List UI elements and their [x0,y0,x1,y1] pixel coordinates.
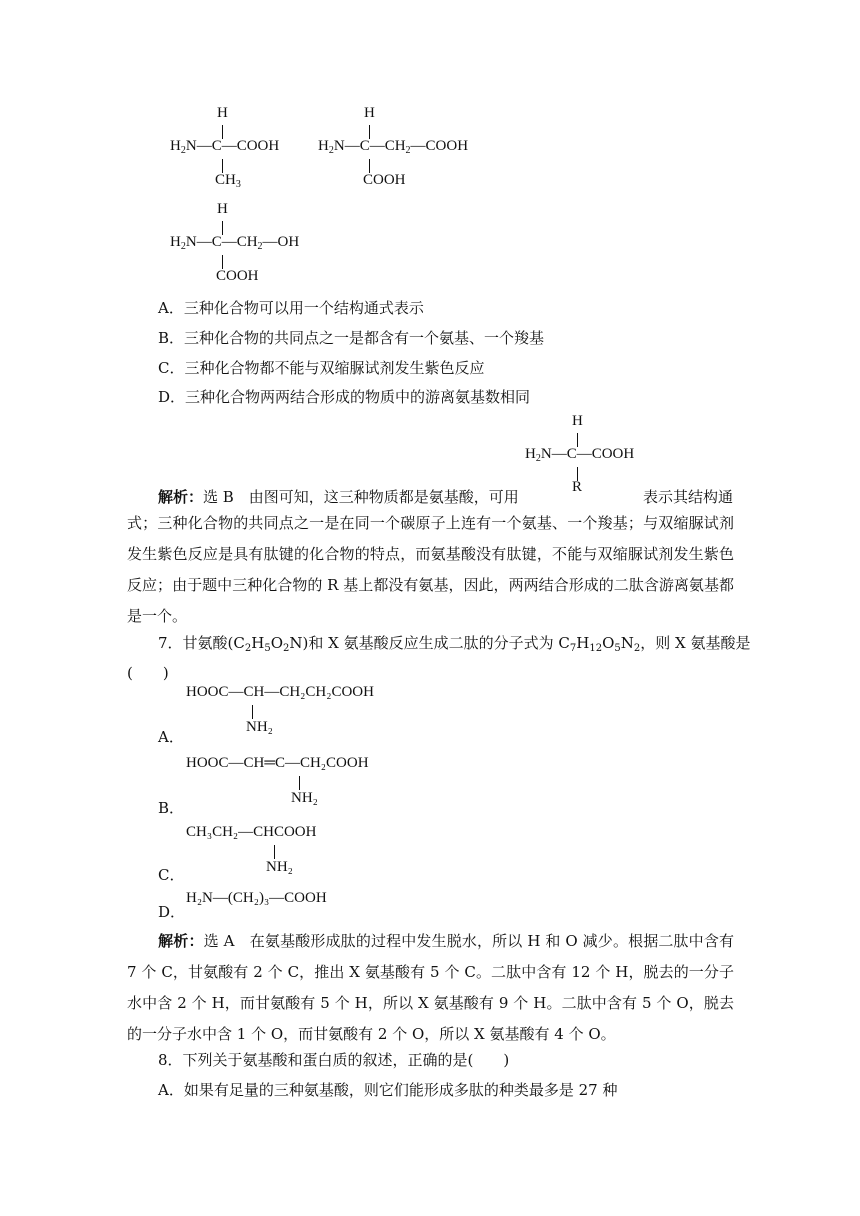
q7-paren: ( ) [127,664,169,682]
structure-main: HOOC—CH═C—CH₂COOH [186,755,369,771]
q7-option-a-label: A． [158,728,184,746]
q7-option-a-structure [186,684,406,744]
structure-main: HOOC—CH—CH₂CH₂COOH [186,684,374,700]
bond-bottom [222,159,223,173]
struct-amino-group: $H_2N—C—COOH$ [170,138,280,156]
q6-option-b: B．三种化合物的共同点之一是都含有一个氨基、一个羧基 [158,329,545,347]
structure-aspartic [318,105,488,195]
struct-h-top: H [217,105,228,121]
analysis-label: 解析： [158,932,204,950]
structure-amino: NH₂ [291,790,318,806]
q6-option-a: A．三种化合物可以用一个结构通式表示 [158,299,424,317]
q7-stem: 7．甘氨酸$(C_2H_5O_2N)$和 X 氨基酸反应生成二肽的分子式为 $C_7H_{12}O_5N_2$，则 X 氨基酸是 [158,634,751,654]
struct-r-group: R [572,479,583,495]
q6-analysis-line1-tail: 表示其结构通 [643,488,734,506]
structure-amino: NH₂ [246,719,273,735]
bond-top [222,125,223,139]
q7-option-c-label: C． [158,866,185,884]
bond-down [274,845,275,859]
structure-serine [170,201,320,291]
struct-cooh-bottom: COOH [363,172,406,188]
bond-bottom [369,159,370,173]
structure-amino: NH₂ [266,859,293,875]
structure-general-formula [525,413,655,498]
bond-top [222,221,223,235]
q6-option-d: D．三种化合物两两结合形成的物质中的游离氨基数相同 [158,388,531,406]
struct-main-chain: $H_2N—C—CH_2—OH$ [170,234,300,252]
bond-bottom [222,255,223,269]
struct-main-chain: $H_2N—C—COOH$ [525,446,635,464]
struct-main-chain: $H_2N—C—CH_2—COOH$ [318,138,469,156]
bond-down [252,705,253,719]
struct-h-top: H [364,105,375,121]
bond-top [577,433,578,447]
q7-option-d-structure [186,890,386,914]
q8-stem: 8．下列关于氨基酸和蛋白质的叙述，正确的是( ) [158,1051,510,1069]
q6-analysis-body: 式；三种化合物的共同点之一是在同一个碳原子上连有一个氨基、一个羧基；与双缩脲试剂发生紫色反应是具有肽键的化合物的特点，而氨基酸没有肽键，不能与双缩脲试剂发生紫色反应；由于题中三种化合物的 R 基上都没有氨基，因此，两两结合形成的二肽含游离氨基都是一个。 [127,514,734,625]
q7-option-d-label: D． [158,903,186,921]
struct-cooh-bottom: COOH [216,268,259,284]
analysis-label: 解析： [158,488,204,506]
q7-analysis [127,926,734,1050]
analysis-text: 选 A 在氨基酸形成肽的过程中发生脱水，所以 H 和 O 减少。根据二肽中含有 7 个 C，甘氨酸有 2 个 C，推出 X 氨基酸有 5 个 C。二肽中含有 12 个 H，脱去的一分子水中含 2 个 H，而甘氨酸有 5 个 H，所以 X 氨基酸有 9 个 H。二肽中含有 5 个 O，脱去的一分子水中含 1 个 O，而甘氨酸有 2 个 O，所以 X 氨基酸有 4 个 O。 [127,932,734,1043]
struct-ch3: $CH_3$ [215,172,241,190]
q8-option-a: A．如果有足量的三种氨基酸，则它们能形成多肽的种类最多是 27 种 [158,1081,618,1099]
struct-h-top: H [572,413,583,429]
q7-option-b-label: B． [158,799,185,817]
bond-top [369,125,370,139]
structure-main: H₂N—(CH₂)₃—COOH [186,890,327,906]
structure-main: CH₃CH₂—CHCOOH [186,824,317,840]
q6-analysis-line1 [158,486,519,507]
q6-option-c: C．三种化合物都不能与双缩脲试剂发生紫色反应 [158,359,485,377]
analysis-text-a: 选 B 由图可知，这三种物质都是氨基酸，可用 [203,488,519,506]
q7-option-c-structure [186,824,386,884]
structure-alanine [170,105,300,195]
q7-option-b-structure [186,755,406,815]
struct-h-top: H [217,201,228,217]
bond-down [299,776,300,790]
